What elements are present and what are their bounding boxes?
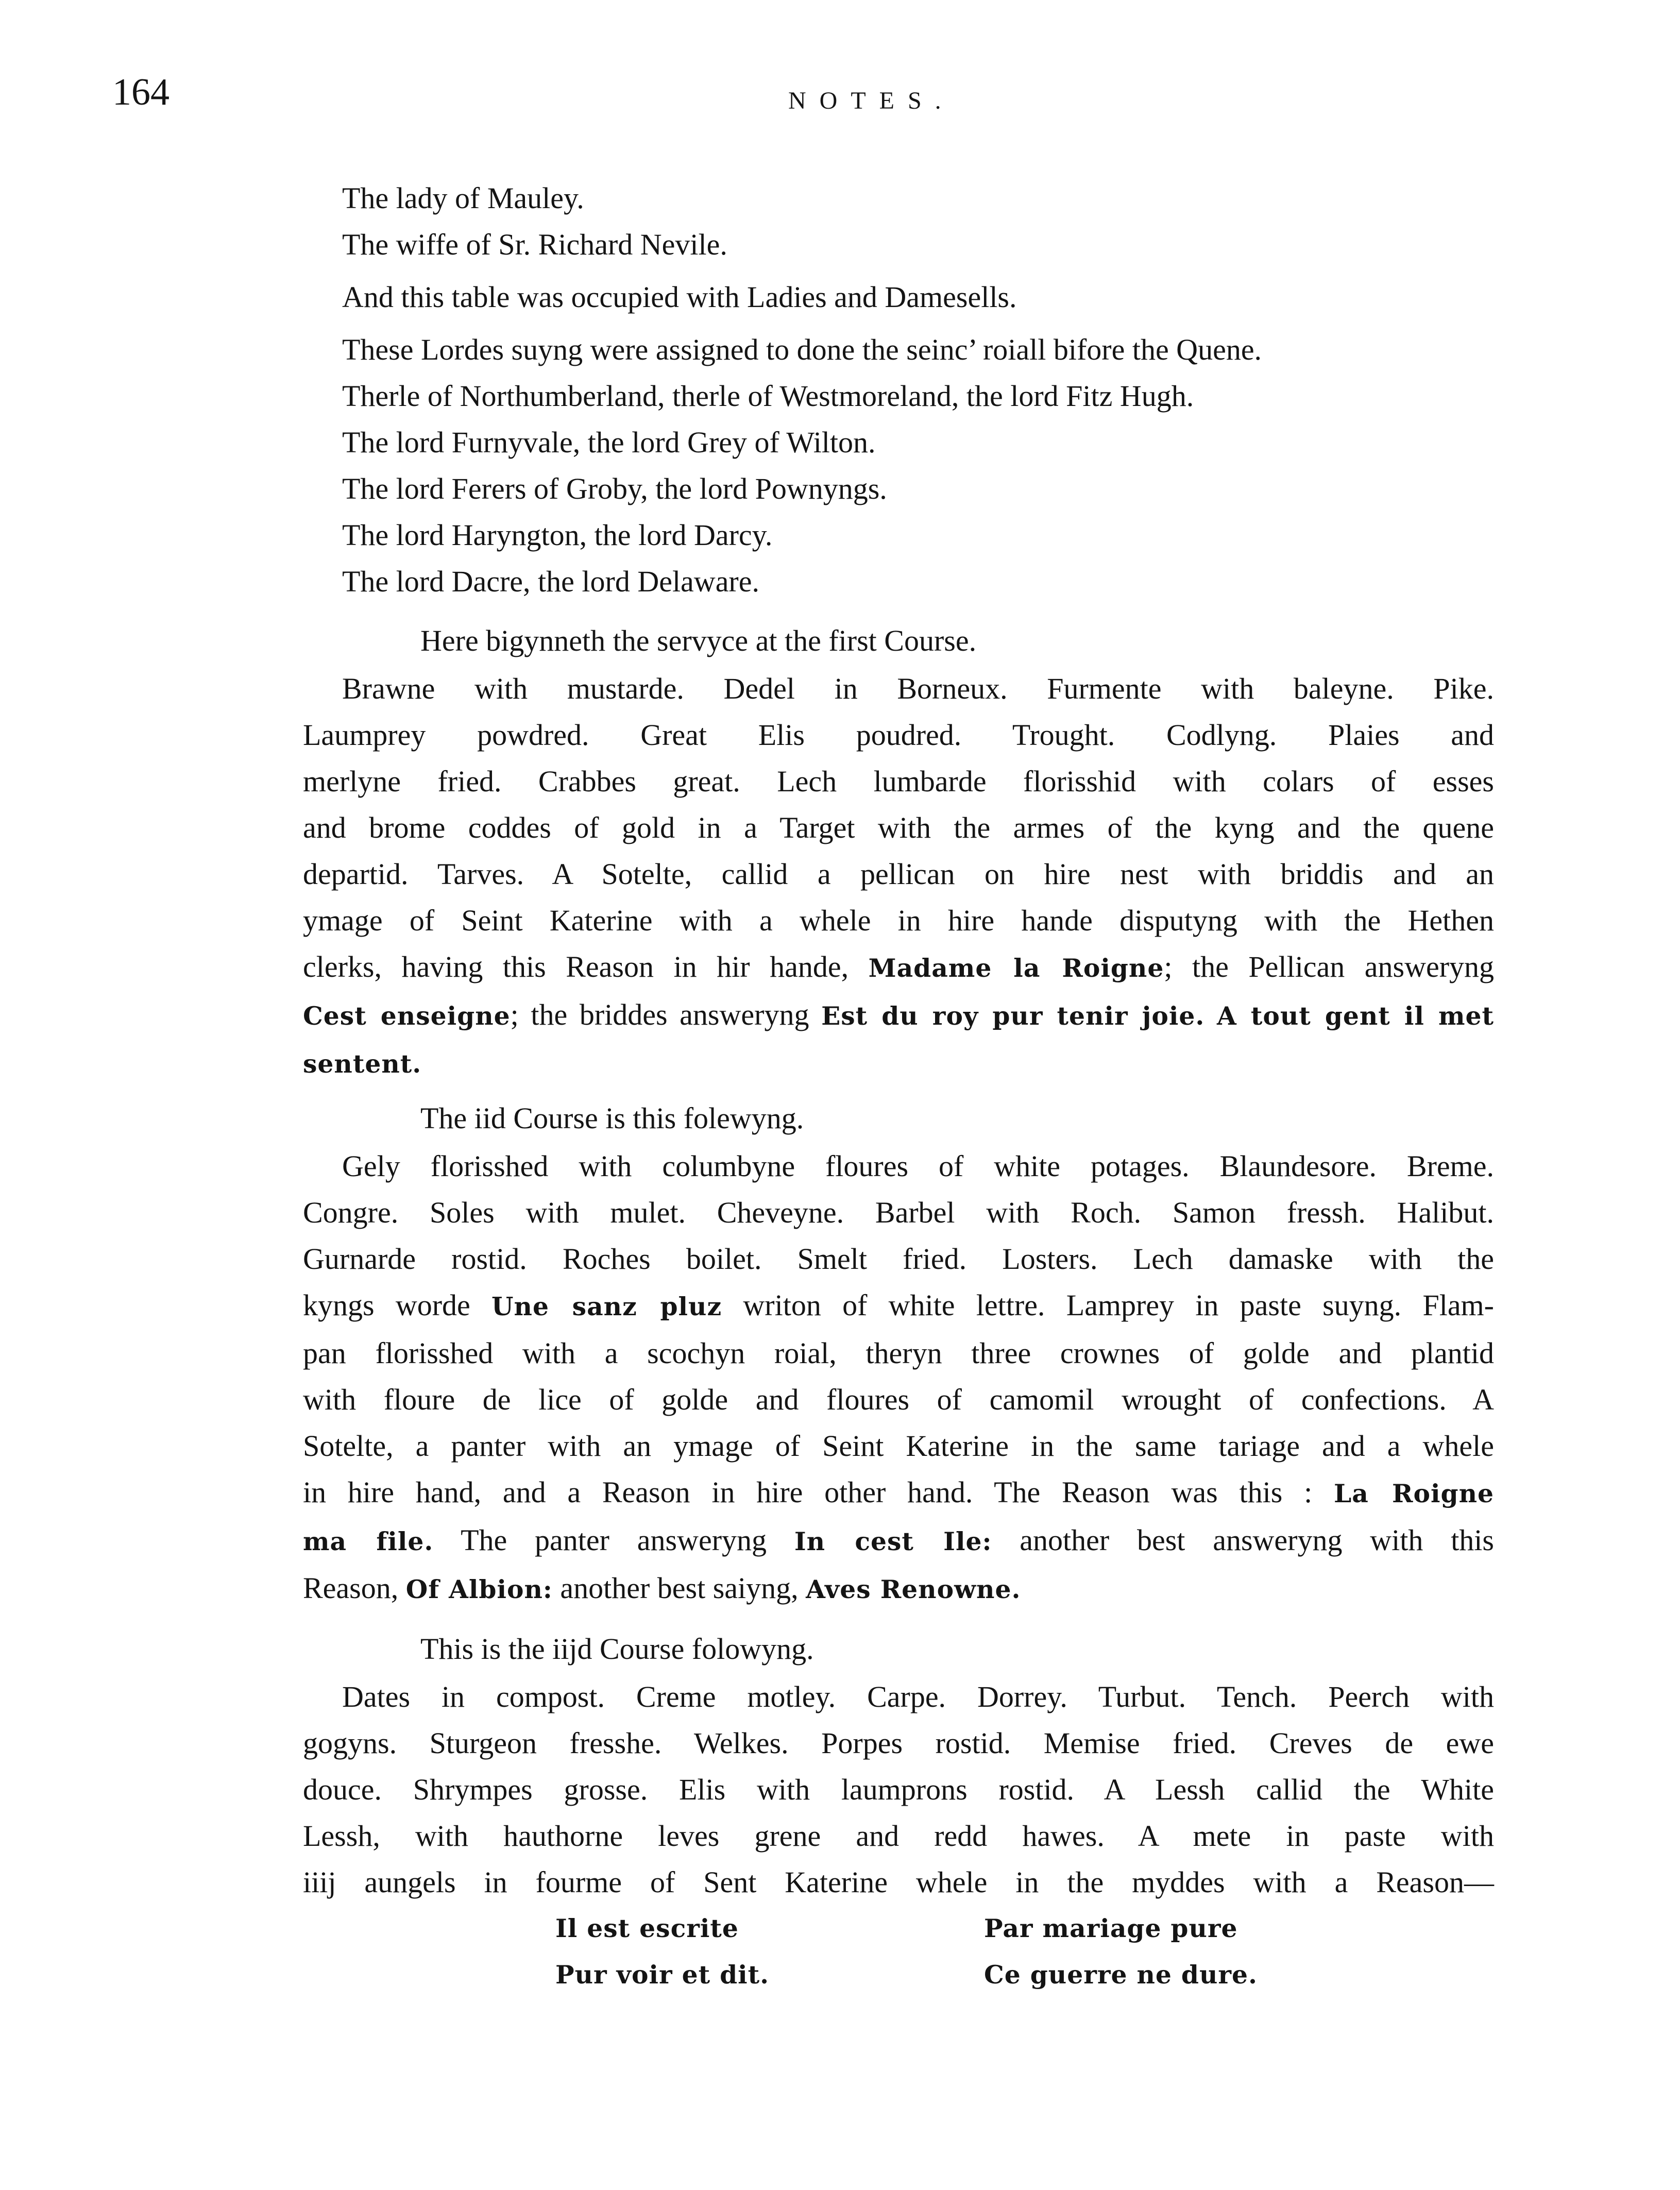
lord-line: The lord Haryngton, the lord Darcy.: [342, 518, 773, 552]
lords-intro: These Lordes suyng were assigned to done the seinc’ roiall bifore the Quene.: [342, 333, 1262, 366]
text-line: [303, 1282, 1494, 1330]
blackletter-text: La Roigne: [1333, 1479, 1494, 1508]
blackletter-text: sentent.: [303, 1049, 422, 1079]
text-line: [303, 944, 1494, 992]
text-run: The panter answeryng: [461, 1523, 767, 1557]
text-line: [303, 1517, 1494, 1565]
verse-line: Par mariage pure: [984, 1914, 1238, 1943]
text-line: departid. Tarves. A Sotelte, callid a pellican on hire nest with briddis and an: [303, 857, 1494, 891]
blackletter-text: A tout gent il met: [1216, 1001, 1495, 1031]
text-line: douce. Shrympes grosse. Elis with laumprons rostid. A Lessh callid the White: [303, 1773, 1494, 1806]
text-line: [303, 1040, 1494, 1088]
verse-line: Il est escrite: [555, 1914, 739, 1943]
text-run: clerks, having this Reason in hir hande,: [303, 950, 849, 983]
text-line: with floure de lice of golde and floures of camomil wrought of confections. A: [303, 1383, 1494, 1416]
blackletter-text: In cest Ile:: [794, 1527, 992, 1556]
text-run: ; the briddes answeryng: [510, 998, 809, 1031]
lord-line: The lord Ferers of Groby, the lord Pownyngs.: [342, 472, 887, 505]
text-line: [303, 1565, 1494, 1613]
text-line: Brawne with mustarde. Dedel in Borneux. Furmente with baleyne. Pike.: [342, 672, 1494, 705]
blackletter-text: Of Albion:: [405, 1575, 553, 1604]
text-line: The wiffe of Sr. Richard Nevile.: [342, 228, 727, 261]
text-line: Sotelte, a panter with an ymage of Seint Katerine in the same tariage and a whele: [303, 1429, 1494, 1463]
blackletter-text: Madame la Roigne: [868, 954, 1164, 983]
blackletter-text: Cest enseigne: [303, 1001, 511, 1031]
text-line: pan florisshed with a scochyn roial, theryn three crownes of golde and plantid: [303, 1336, 1494, 1370]
blackletter-text: Une sanz pluz: [491, 1292, 722, 1321]
verse-line: Pur voir et dit.: [555, 1960, 770, 1990]
text-run: another best saiyng,: [560, 1571, 799, 1605]
first-course-heading: Here bigynneth the servyce at the first Course.: [420, 624, 977, 657]
text-run: another best answeryng with this: [1020, 1523, 1494, 1557]
text-line: The lady of Mauley.: [342, 181, 584, 215]
text-run: in hire hand, and a Reason in hire other hand. The Reason was this :: [303, 1475, 1313, 1509]
lord-line: The lord Dacre, the lord Delaware.: [342, 565, 759, 598]
text-run: Reason,: [303, 1571, 399, 1605]
second-course-heading: The iid Course is this folewyng.: [420, 1101, 804, 1135]
table-note: And this table was occupied with Ladies and Damesells.: [342, 280, 1017, 314]
notes-text: [303, 175, 1494, 1998]
third-course-paragraph: [303, 1674, 1494, 1906]
text-line: [303, 992, 1494, 1040]
first-course-paragraph: [303, 666, 1494, 1088]
reason-verse: [303, 1906, 1494, 1998]
text-line: Lessh, with hauthorne leves grene and redd hawes. A mete in paste with: [303, 1819, 1494, 1853]
text-run: writon of white lettre. Lamprey in paste suyng. Flam-: [743, 1288, 1494, 1322]
text-line: Laumprey powdred. Great Elis poudred. Trought. Codlyng. Plaies and: [303, 718, 1494, 752]
page-number: 164: [112, 71, 169, 113]
lord-line: The lord Furnyvale, the lord Grey of Wilton.: [342, 426, 876, 459]
blackletter-text: Est du roy pur tenir joie.: [821, 1001, 1205, 1031]
text-line: iiij aungels in fourme of Sent Katerine whele in the myddes with a Reason—: [303, 1865, 1494, 1899]
third-course-heading: This is the iijd Course folowyng.: [420, 1632, 814, 1666]
second-course-paragraph: [303, 1143, 1494, 1613]
text-line: gogyns. Sturgeon fresshe. Welkes. Porpes rostid. Memise fried. Creves de ewe: [303, 1726, 1494, 1760]
blackletter-text: Aves Renowne.: [806, 1575, 1021, 1604]
text-line: ymage of Seint Katerine with a whele in hire hande disputyng with the Hethen: [303, 904, 1494, 937]
text-line: Gurnarde rostid. Roches boilet. Smelt fried. Losters. Lech damaske with the: [303, 1242, 1494, 1276]
verse-line: Ce guerre ne dure.: [984, 1960, 1258, 1990]
text-line: Congre. Soles with mulet. Cheveyne. Barbel with Roch. Samon fressh. Halibut.: [303, 1196, 1494, 1229]
lord-line: Therle of Northumberland, therle of Westmoreland, the lord Fitz Hugh.: [342, 379, 1194, 413]
text-run: ; the Pellican answeryng: [1164, 950, 1495, 983]
text-line: Gely florisshed with columbyne floures of white potages. Blaundesore. Breme.: [342, 1149, 1494, 1183]
text-line: and brome coddes of gold in a Target with the armes of the kyng and the quene: [303, 811, 1494, 844]
text-line: [303, 1469, 1494, 1517]
running-head: NOTES.: [788, 87, 955, 114]
text-line: merlyne fried. Crabbes great. Lech lumbarde florisshid with colars of esses: [303, 765, 1494, 798]
text-line: Dates in compost. Creme motley. Carpe. Dorrey. Turbut. Tench. Peerch with: [342, 1680, 1494, 1713]
text-run: kyngs worde: [303, 1288, 470, 1322]
blackletter-text: ma file.: [303, 1527, 434, 1556]
